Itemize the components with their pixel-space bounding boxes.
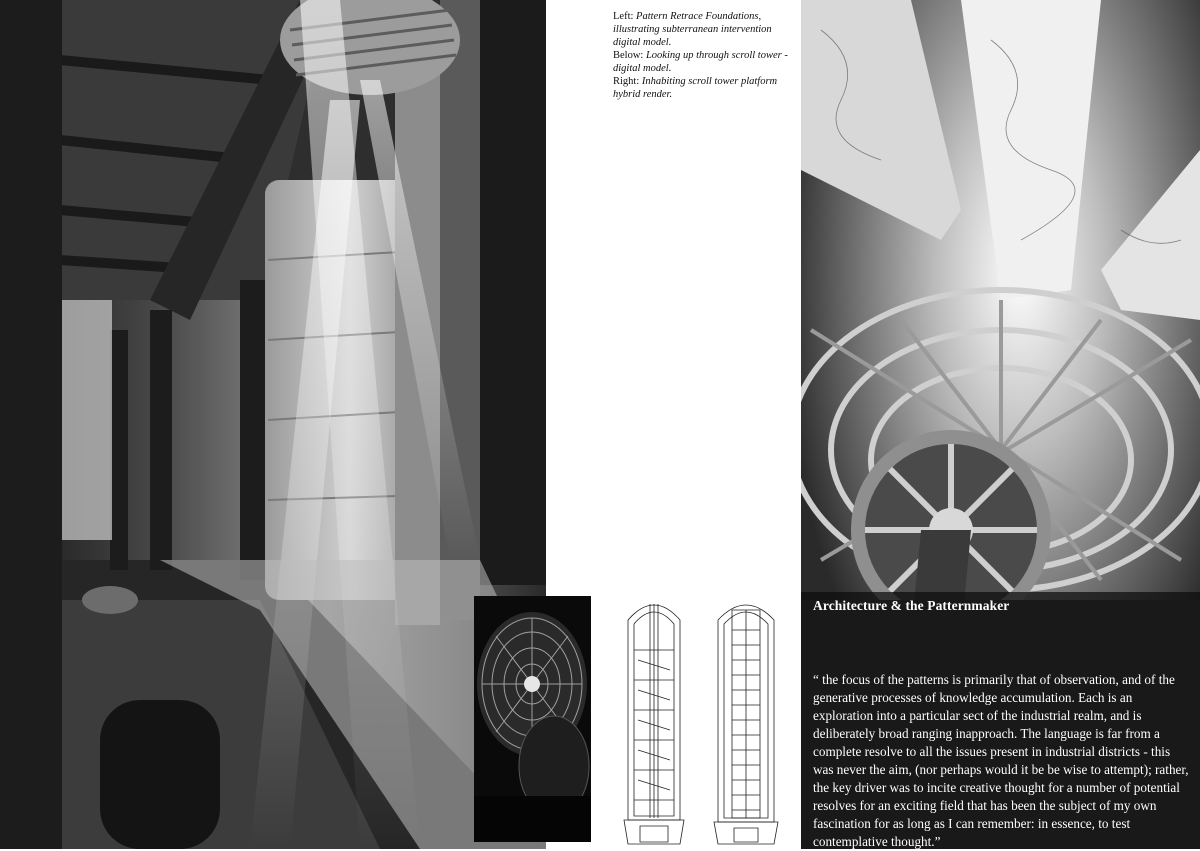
subterranean-render-image xyxy=(0,0,546,849)
caption-left-text: Pattern Retrace Foundations, illustrating subterranean intervention digital model. xyxy=(613,11,772,48)
text-overlay-panel xyxy=(801,592,1200,849)
tower-section-drawing-b xyxy=(712,590,780,846)
caption-right-label: Right: xyxy=(613,76,642,87)
scroll-tower-upward-image xyxy=(474,596,591,842)
caption-below-label: Below: xyxy=(613,50,646,61)
figure-caption xyxy=(613,10,793,101)
tower-section-drawing-a xyxy=(620,590,688,846)
caption-below-text: Looking up through scroll tower - digital model. xyxy=(613,50,788,74)
panel-title: Architecture & the Patternmaker xyxy=(813,598,1010,613)
caption-left-label: Left: xyxy=(613,11,637,22)
panel-quote: “ the focus of the patterns is primarily that of observation, and of the generative processes of knowledge accumulation. Each is an exploration into a particular sect of the industrial realm, and is deliberately broad ranging inapproach. The language is far from a complete resolve to all the issues present in industrial districts - this was never the aim, (nor perhaps would it be be wise to attempt); rather, the key driver was to incite creative thought for a number of potential resolves for an exciting field that has been the subject of my own fascination for as long as I can remember: in essence, to test contemplative thought.” xyxy=(813,672,1189,849)
caption-right-text: Inhabiting scroll tower platform hybrid render. xyxy=(613,76,778,100)
